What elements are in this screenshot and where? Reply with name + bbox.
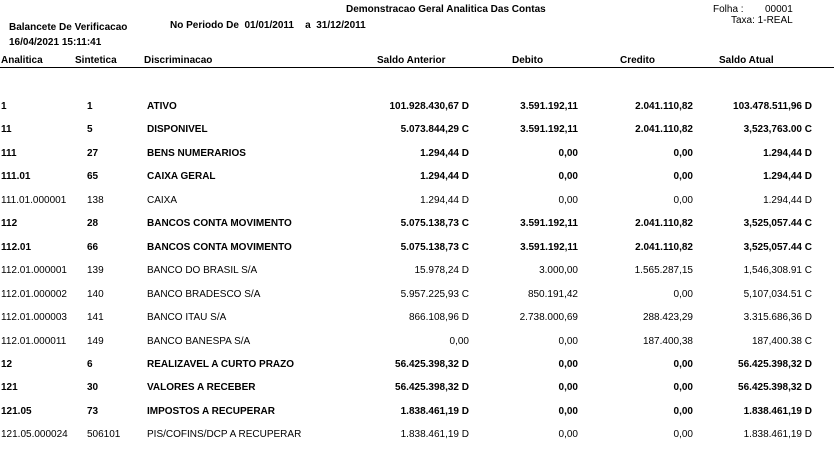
- row-saldo-atual: 1.838.461,19 D: [743, 429, 812, 441]
- table-row: [0, 195, 834, 218]
- row-analitica: 112.01.000001: [1, 265, 67, 277]
- row-saldo-anterior: 866.108,96 D: [408, 312, 469, 324]
- col-saldo-anterior: Saldo Anterior: [377, 55, 446, 66]
- printed-at: 16/04/2021 15:11:41: [9, 37, 102, 48]
- row-debito: 3.591.192,11: [520, 101, 578, 112]
- row-credito: 1.565.287,15: [634, 265, 693, 277]
- row-saldo-anterior: 56.425.398,32 D: [395, 358, 469, 370]
- row-saldo-anterior: 1.294,44 D: [420, 147, 469, 159]
- row-discriminacao: BANCOS CONTA MOVIMENTO: [147, 218, 292, 230]
- col-discriminacao: Discriminacao: [144, 55, 213, 66]
- row-debito: 0,00: [558, 194, 578, 206]
- row-debito: 0,00: [558, 405, 578, 417]
- col-credito: Credito: [620, 55, 655, 66]
- row-saldo-atual: 103.478.511,96 D: [733, 101, 812, 112]
- row-saldo-anterior: 5.957.225,93 C: [400, 288, 469, 300]
- row-credito: 0,00: [673, 147, 693, 159]
- row-discriminacao: BANCO DO BRASIL S/A: [147, 265, 258, 277]
- period-start: 01/01/2011: [244, 20, 294, 31]
- row-saldo-anterior: 56.425.398,32 D: [395, 382, 469, 394]
- table-row: [0, 124, 834, 147]
- row-credito: 0,00: [673, 429, 693, 441]
- period-separator: a: [305, 20, 311, 31]
- row-debito: 3.591.192,11: [520, 241, 578, 253]
- col-debito: Debito: [512, 55, 544, 66]
- row-credito: 0,00: [673, 171, 693, 183]
- row-analitica: 111.01: [1, 171, 31, 183]
- table-row: [0, 289, 834, 312]
- table-row: [0, 265, 834, 288]
- row-saldo-atual: 56.425.398,32 D: [738, 358, 812, 370]
- col-saldo-atual: Saldo Atual: [719, 55, 774, 66]
- taxa-label: Taxa: 1-REAL: [731, 15, 793, 26]
- row-discriminacao: ATIVO: [147, 101, 177, 112]
- row-discriminacao: BANCO BANESPA S/A: [147, 335, 251, 347]
- row-discriminacao: IMPOSTOS A RECUPERAR: [147, 405, 275, 417]
- row-sintetica: 6: [87, 358, 93, 370]
- row-sintetica: 138: [87, 194, 104, 206]
- row-saldo-atual: 1.838.461,19 D: [743, 405, 812, 417]
- row-saldo-anterior: 15.978,24 D: [414, 265, 469, 277]
- row-discriminacao: REALIZAVEL A CURTO PRAZO: [147, 358, 295, 370]
- row-credito: 2.041.110,82: [635, 218, 693, 230]
- row-saldo-atual: 187,400.38 C: [751, 335, 812, 347]
- period-prefix: No Periodo De: [170, 20, 239, 31]
- row-saldo-anterior: 1.838.461,19 D: [400, 429, 469, 441]
- row-analitica: 12: [1, 358, 13, 370]
- table-row: [0, 312, 834, 335]
- folha-label: Folha :: [713, 4, 744, 15]
- row-analitica: 121: [1, 382, 18, 394]
- row-debito: 0,00: [558, 429, 578, 441]
- row-analitica: 112.01.000011: [1, 335, 67, 347]
- row-debito: 850.191,42: [527, 288, 578, 300]
- row-credito: 0,00: [673, 288, 693, 300]
- row-sintetica: 1: [87, 101, 93, 112]
- table-row: [0, 171, 834, 194]
- row-sintetica: 140: [87, 288, 104, 300]
- table-row: [0, 242, 834, 265]
- row-saldo-atual: 1.294,44 D: [763, 171, 812, 183]
- row-credito: 2.041.110,82: [635, 241, 693, 253]
- row-analitica: 121.05.000024: [1, 429, 68, 441]
- row-saldo-anterior: 101.928.430,67 D: [389, 101, 469, 112]
- row-debito: 0,00: [558, 171, 578, 183]
- row-analitica: 112: [1, 218, 18, 230]
- row-sintetica: 28: [87, 218, 99, 230]
- table-row: [0, 101, 834, 124]
- row-saldo-atual: 1.294,44 D: [763, 147, 812, 159]
- table-row: [0, 359, 834, 382]
- row-analitica: 112.01.000002: [1, 288, 67, 300]
- row-analitica: 111.01.000001: [1, 194, 67, 206]
- row-saldo-anterior: 0,00: [449, 335, 469, 347]
- report-name: Balancete De Verificacao: [9, 22, 128, 33]
- row-saldo-anterior: 1.838.461,19 D: [400, 405, 469, 417]
- row-analitica: 121.05: [1, 405, 32, 417]
- row-discriminacao: CAIXA GERAL: [147, 171, 216, 183]
- period-line: [170, 20, 366, 31]
- row-sintetica: 27: [87, 147, 99, 159]
- table-row: [0, 406, 834, 429]
- header-divider: [0, 67, 834, 68]
- col-analitica: Analitica: [1, 55, 43, 66]
- row-saldo-atual: 1,546,308.91 C: [743, 265, 812, 277]
- row-discriminacao: BANCO BRADESCO S/A: [147, 288, 261, 300]
- row-discriminacao: VALORES A RECEBER: [147, 382, 256, 394]
- row-discriminacao: BENS NUMERARIOS: [147, 147, 246, 159]
- col-sintetica: Sintetica: [75, 55, 117, 66]
- row-debito: 3.000,00: [539, 265, 578, 277]
- row-saldo-atual: 56.425.398,32 D: [738, 382, 812, 394]
- row-analitica: 111: [1, 147, 17, 159]
- row-sintetica: 66: [87, 241, 99, 253]
- row-saldo-atual: 1.294,44 D: [763, 194, 812, 206]
- row-sintetica: 139: [87, 265, 104, 277]
- row-debito: 0,00: [558, 358, 578, 370]
- row-analitica: 112.01: [1, 241, 32, 253]
- table-row: [0, 429, 834, 452]
- row-saldo-atual: 3,523,763.00 C: [743, 124, 812, 136]
- table-row: [0, 336, 834, 359]
- row-credito: 0,00: [673, 405, 693, 417]
- table-row: [0, 148, 834, 171]
- row-saldo-atual: 5,107,034.51 C: [743, 288, 812, 300]
- row-discriminacao: CAIXA: [147, 194, 178, 206]
- table-row: [0, 382, 834, 405]
- row-analitica: 1: [1, 101, 7, 112]
- row-debito: 3.591.192,11: [520, 218, 578, 230]
- row-debito: 2.738.000,69: [519, 312, 578, 324]
- row-saldo-atual: 3,525,057.44 C: [743, 241, 812, 253]
- row-debito: 0,00: [558, 335, 578, 347]
- row-sintetica: 141: [87, 312, 104, 324]
- row-sintetica: 506101: [87, 429, 121, 441]
- row-debito: 0,00: [558, 147, 578, 159]
- row-sintetica: 73: [87, 405, 99, 417]
- row-credito: 2.041.110,82: [635, 124, 693, 136]
- folha-value: 00001: [765, 4, 793, 15]
- row-sintetica: 30: [87, 382, 99, 394]
- row-analitica: 112.01.000003: [1, 312, 67, 324]
- row-analitica: 11: [1, 124, 12, 136]
- row-credito: 2.041.110,82: [635, 101, 693, 112]
- row-credito: 0,00: [673, 382, 693, 394]
- row-discriminacao: BANCOS CONTA MOVIMENTO: [147, 241, 292, 253]
- row-saldo-anterior: 1.294,44 D: [420, 171, 469, 183]
- row-debito: 0,00: [558, 382, 578, 394]
- row-discriminacao: PIS/COFINS/DCP A RECUPERAR: [147, 429, 302, 441]
- row-discriminacao: DISPONIVEL: [147, 124, 208, 136]
- row-saldo-anterior: 5.075.138,73 C: [400, 241, 469, 253]
- row-saldo-anterior: 5.075.138,73 C: [400, 218, 469, 230]
- row-credito: 187.400,38: [642, 335, 693, 347]
- period-end: 31/12/2011: [316, 20, 366, 31]
- row-saldo-atual: 3.315.686,36 D: [743, 312, 812, 324]
- row-saldo-anterior: 5.073.844,29 C: [400, 124, 469, 136]
- table-row: [0, 218, 834, 241]
- row-sintetica: 5: [87, 124, 93, 136]
- row-discriminacao: BANCO ITAU S/A: [147, 312, 227, 324]
- row-credito: 0,00: [673, 194, 693, 206]
- row-sintetica: 149: [87, 335, 104, 347]
- row-debito: 3.591.192,11: [520, 124, 578, 136]
- report-title: Demonstracao Geral Analitica Das Contas: [346, 4, 546, 15]
- row-credito: 288.423,29: [642, 312, 693, 324]
- row-credito: 0,00: [673, 358, 693, 370]
- row-saldo-atual: 3,525,057.44 C: [743, 218, 812, 230]
- row-saldo-anterior: 1.294,44 D: [420, 194, 469, 206]
- row-sintetica: 65: [87, 171, 99, 183]
